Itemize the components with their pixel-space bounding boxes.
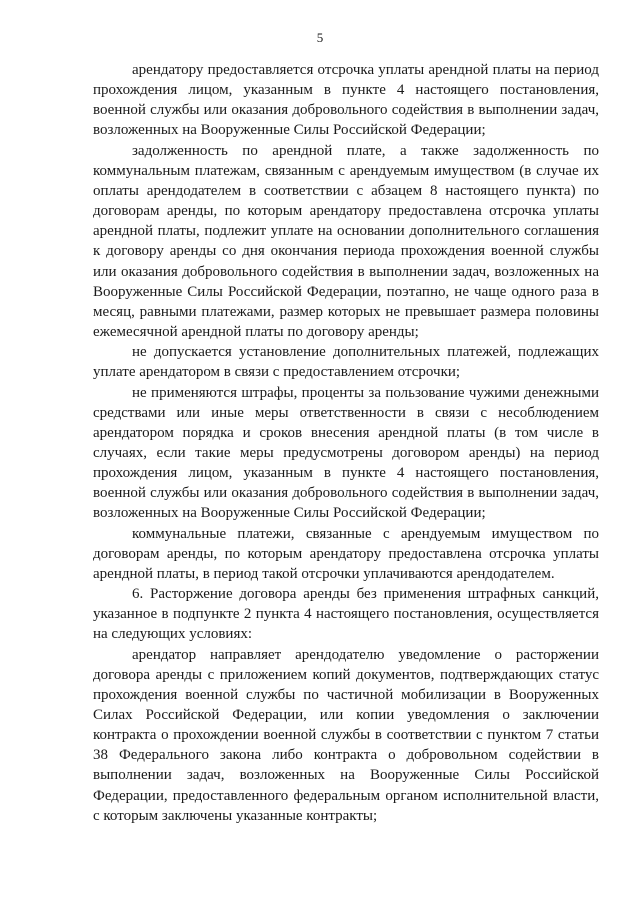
paragraph-utility-payments: коммунальные платежи, связанные с арендуемым имуществом по договорам аренды, по которым арендатору предоставлена отсрочка уплаты арендной платы, в период такой отсрочки уплачиваются арендодателем. bbox=[93, 525, 599, 582]
paragraph-no-additional-payments: не допускается установление дополнительных платежей, подлежащих уплате арендатором в связи с предоставлением отсрочки; bbox=[93, 344, 599, 381]
paragraph-rent-deferral: арендатору предоставляется отсрочка уплаты арендной платы на период прохождения лицом, указанным в пункте 4 настоящего постановления, военной службы или оказания добровольного содействия в выполнении задач, возложенных на Вооруженные Силы Российской Федерации; bbox=[93, 62, 599, 139]
document-body bbox=[93, 60, 599, 826]
paragraph-section-6: 6. Расторжение договора аренды без применения штрафных санкций, указанное в подпункте 2 пункта 4 настоящего постановления, осуществляется на следующих условиях: bbox=[93, 586, 599, 643]
page-number: 5 bbox=[316, 30, 324, 45]
paragraph-debt-repayment: задолженность по арендной плате, а также задолженность по коммунальным платежам, связанным с арендуемым имуществом (в случае их оплаты арендодателем в соответствии с абзацем 8 настоящего пункта) по договорам аренды, по которым арендатору предоставлена отсрочка уплаты арендной платы, подлежит уплате на основании дополнительного соглашения к договору аренды со дня окончания периода прохождения военной службы или оказания добровольного содействия в выполнении задач, возложенных на Вооруженные Силы Российской Федерации, поэтапно, не чаще одного раза в месяц, равными платежами, размер которых не превышает размера половины ежемесячной арендной платы по договору аренды; bbox=[93, 142, 599, 341]
paragraph-no-penalties: не применяются штрафы, проценты за пользование чужими денежными средствами или иные меры ответственности в связи с несоблюдением арендатором порядка и сроков внесения арендной платы (в том числе в случаях, если такие меры предусмотрены договором аренды) на период прохождения лицом, указанным в пункте 4 настоящего постановления, военной службы или оказания добровольного содействия в выполнении задач, возложенных на Вооруженные Силы Российской Федерации; bbox=[93, 384, 599, 522]
paragraph-termination-notice: арендатор направляет арендодателю уведомление о расторжении договора аренды с приложением копий документов, подтверждающих статус прохождения военной службы по частичной мобилизации в Вооруженных Силах Российской Федерации, или копии уведомления о заключении контракта о прохождении военной службы в соответствии с пунктом 7 статьи 38 Федерального закона либо контракта о добровольном содействии в выполнении задач, возложенных на Вооруженные Силы Российской Федерации, предоставленного федеральным органом исполнительной власти, с которым заключены указанные контракты; bbox=[93, 646, 599, 824]
